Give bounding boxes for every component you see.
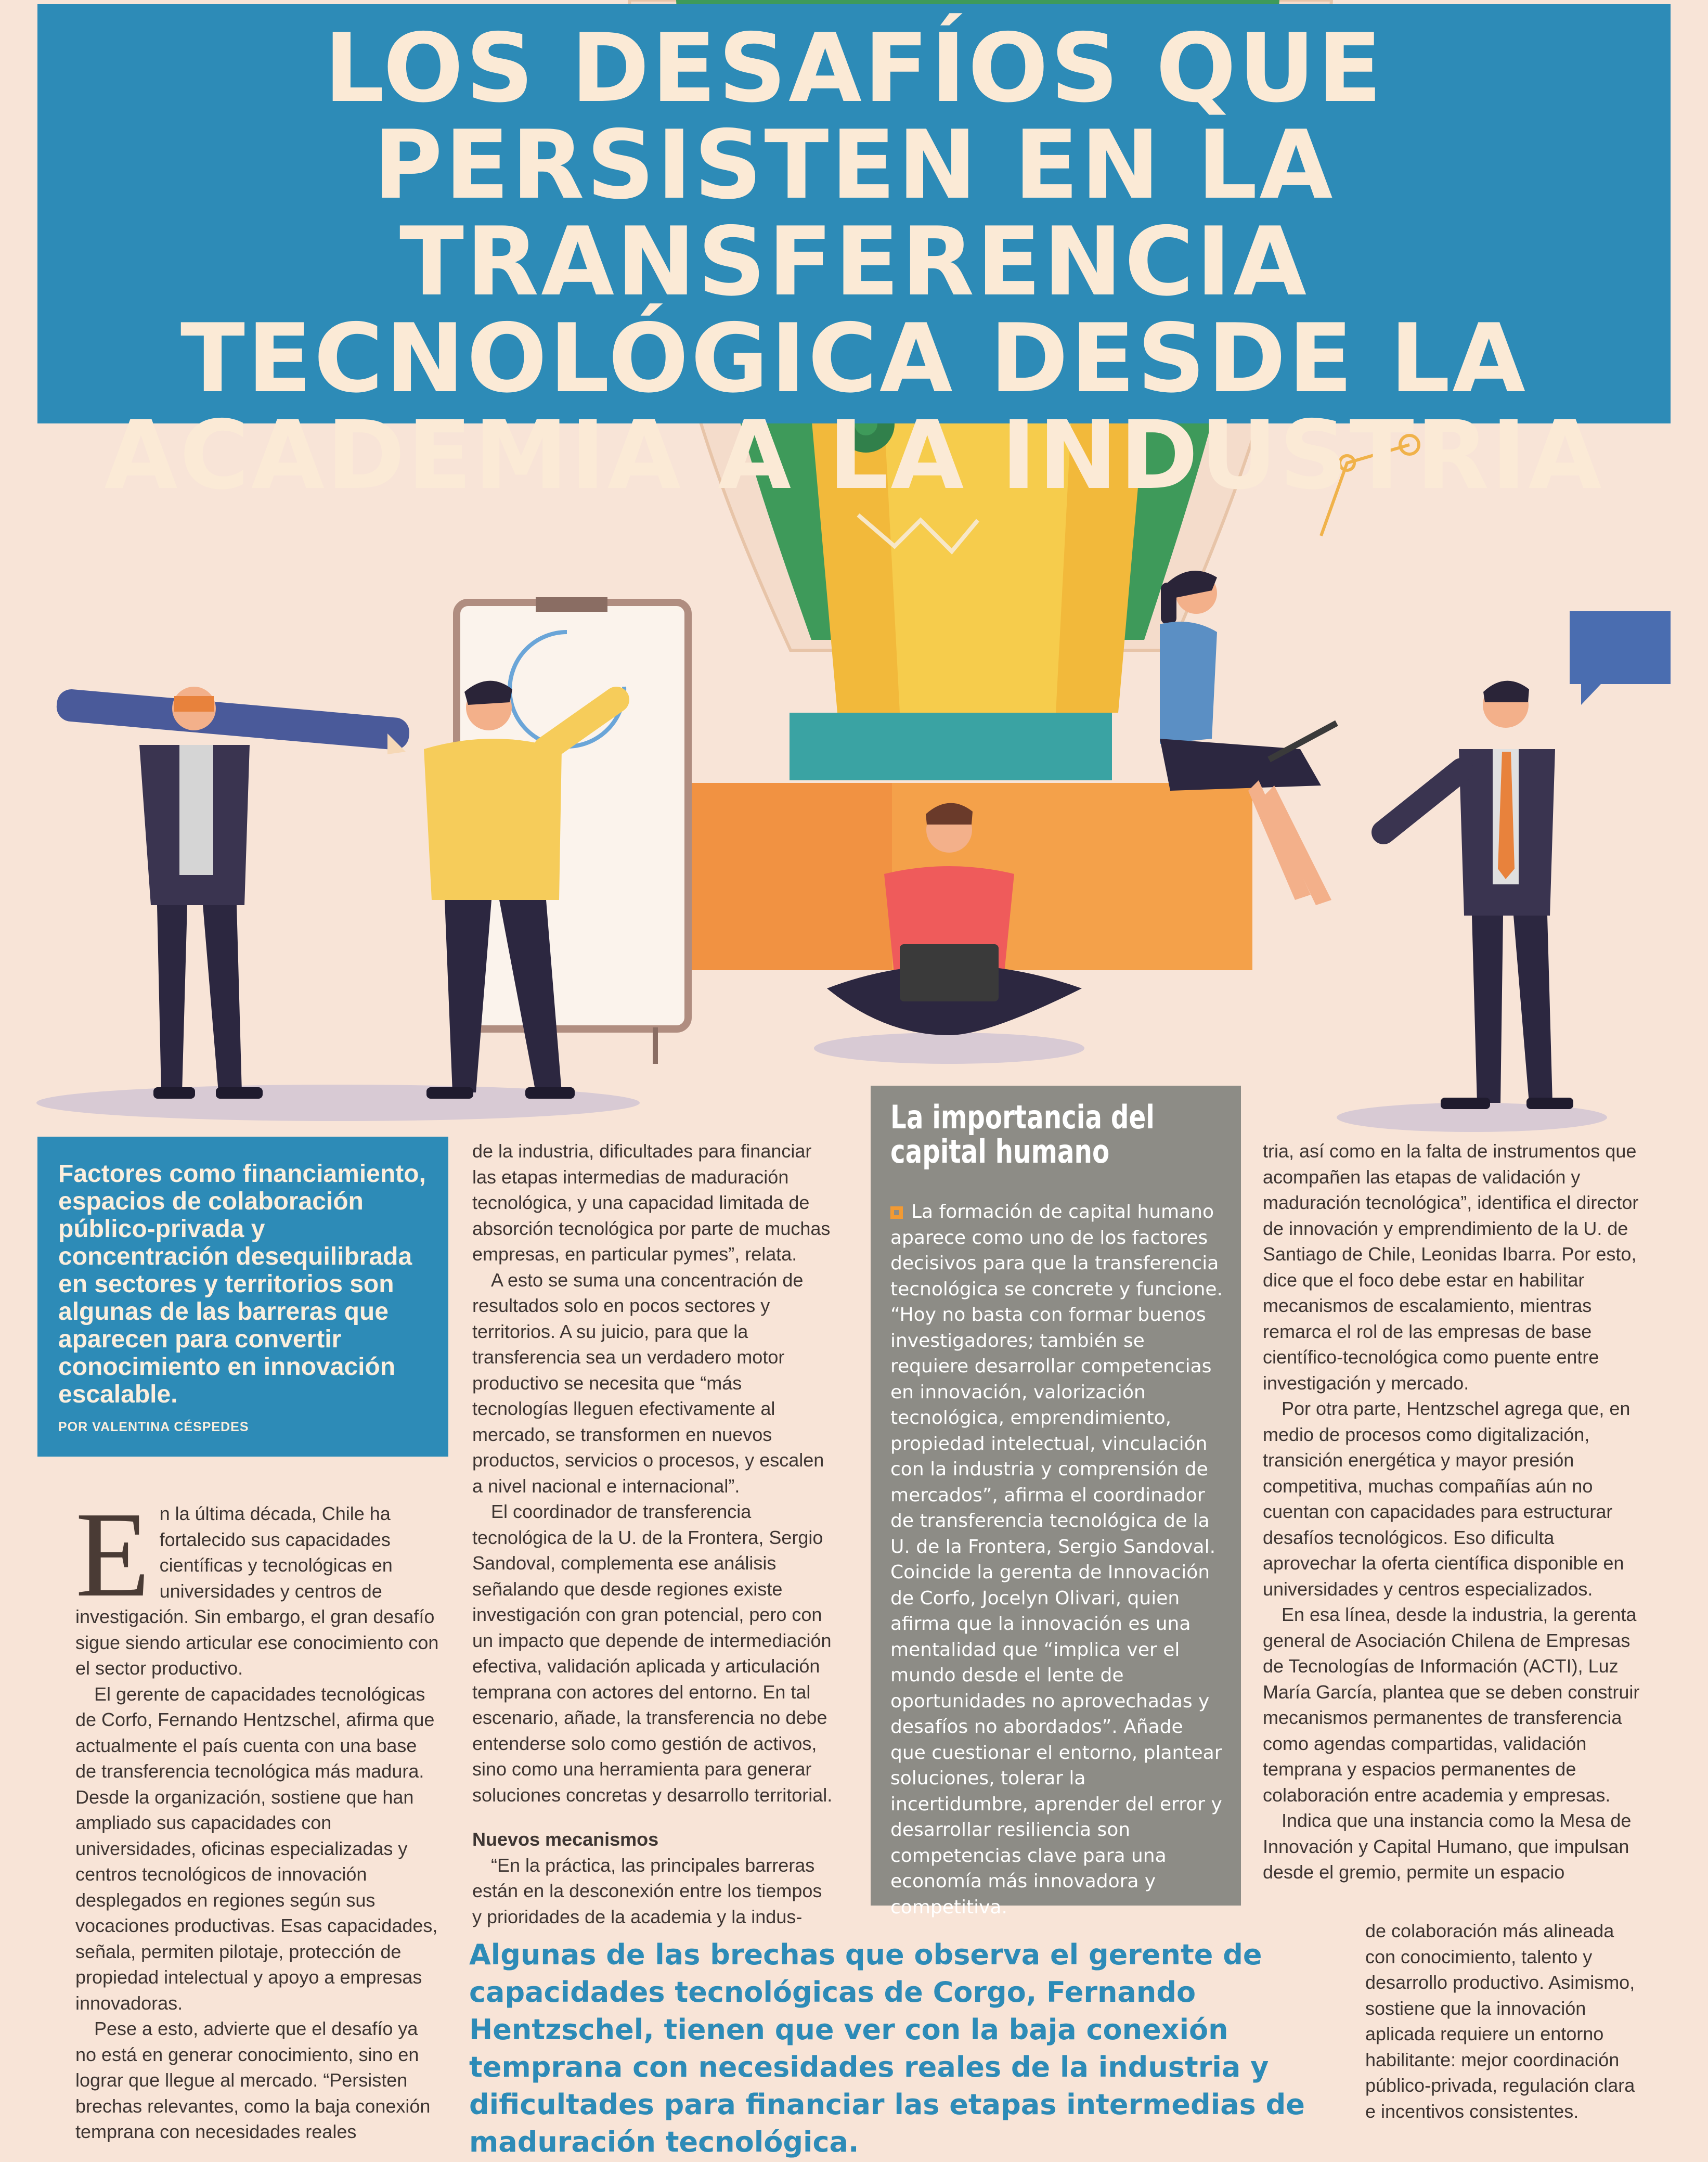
lead-paragraph: Factores como financiamiento, espacios de colaboración público-privada y concentración desequilibrada en sectores y territorios son algunas de las barreras que aparecen para convertir conocimiento en innovación escalable. <box>58 1160 426 1408</box>
article-column-1 <box>75 1487 439 2145</box>
headline: LOS DESAFÍOS QUE PERSISTEN EN LA TRANSFERENCIA TECNOLÓGICA DESDE LA ACADEMIA A LA INDUSTRIA <box>104 13 1604 510</box>
byline: POR VALENTINA CÉSPEDES <box>58 1420 249 1434</box>
sidebar-body <box>890 1199 1223 1920</box>
paragraph: tria, así como en la falta de instrumentos que acompañen las etapas de validación y maduración tecnológica”, identifica el director de innovación y emprendimiento de la U. de Santiago de Chile, Leonidas Ibarra. Por esto, dice que el foco debe estar en habilitar mecanismos de escalamiento, mientras remarca el rol de las empresas de base científico-tecnológica como puente entre investigación y mercado. <box>1263 1140 1639 1394</box>
paragraph: “En la práctica, las principales barreras están en la desconexión entre los tiempos y prioridades de la academia y la indus- <box>472 1854 822 1927</box>
paragraph: El coordinador de transferencia tecnológica de la U. de la Frontera, Sergio Sandoval, complementa ese análisis señalando que desde regiones existe investigación con gran potencial, pero con un impacto que depende de intermediación efectiva, validación aplicada y articulación temprana con actores del entorno. En tal escenario, añade, la transferencia no debe entenderse solo como gestión de activos, sino como una herramienta para generar soluciones concretas y desarrollo territorial. <box>472 1501 833 1806</box>
title-banner <box>37 4 1671 510</box>
man-presenting <box>1383 611 1671 1109</box>
speech-bubble-icon <box>1570 611 1671 705</box>
paragraph: de colaboración más alineada con conocimiento, talento y desarrollo productivo. Asimismo, sostiene que la innovación aplicada requiere un entorno habilitante: mejor coordinación público-privada, regulación clara e incentivos consistentes. <box>1365 1920 1635 2122</box>
article-column-4 <box>1263 1138 1640 1885</box>
teal-block <box>790 713 1112 780</box>
paragraph: El gerente de capacidades tecnológicas de Corfo, Fernando Hentzschel, afirma que actualmente el país cuenta con una base de transferencia tecnológica más madura. Desde la organización, sostiene que han ampliado sus capacidades con universidades, oficinas especializadas y centros tecnológicos de innovación desplegados en regiones según sus vocaciones productivas. Esas capacidades, señala, permiten pilotaje, protección de propiedad intelectual y apoyo a empresas innovadoras. <box>75 1683 438 2014</box>
subheading: Nuevos mecanismos <box>472 1829 659 1850</box>
sidebar-paragraph: Coincide la gerenta de Innovación de Corfo, Jocelyn Olivari, quien afirma que la innovación es una mentalidad que “implica ver el mundo desde el lente de oportunidades no aprovechadas y desafíos no abordados”. Añade que cuestionar el entorno, plantear soluciones, tolerar la incertidumbre, aprender del error y desarrollar resiliencia son competencias clave para una economía más innovadora y competitiva. <box>890 1562 1222 1918</box>
person-with-pencil <box>55 687 410 1099</box>
drop-cap: E <box>75 1487 150 1622</box>
sidebar-paragraph <box>890 1199 1223 1560</box>
pull-quote: Algunas de las brechas que observa el gerente de capacidades tecnológicas de Corgo, Fernando Hentzschel, tienen que ver con la baja conexión temprana con necesidades reales de la industria y dificultades para financiar las etapas intermedias de maduración tecnológica. <box>469 1938 1305 2158</box>
square-bullet-icon <box>890 1206 903 1219</box>
paragraph: de la industria, dificultades para financiar las etapas intermedias de maduración tecnológica, y una capacidad limitada de absorción tecnológica por parte de muchas empresas, en particular pymes”, relata. <box>472 1140 831 1265</box>
sidebar-title: La importancia del capital humano <box>890 1098 1155 1170</box>
paragraph: Indica que una instancia como la Mesa de Innovación y Capital Humano, que impulsan desde el gremio, permite un espacio <box>1263 1810 1632 1883</box>
paragraph: Por otra parte, Hentzschel agrega que, en medio de procesos como digitalización, transición energética y mayor presión competitiva, muchas compañías aún no cuentan con capacidades para estructurar desafíos tecnológicos. Eso dificulta aprovechar la oferta científica disponible en universidades y centros especializados. <box>1263 1398 1631 1600</box>
paragraph: Pese a esto, advierte que el desafío ya no está en generar conocimiento, sino en lograr que llegue al mercado. “Persisten brechas relevantes, como la baja conexión temprana con necesidades reales <box>75 2018 431 2142</box>
paragraph: En esa línea, desde la industria, la gerenta general de Asociación Chilena de Empresas de Tecnologías de Información (ACTI), Luz María García, plantea que se deben construir mecanismos permanentes de transferencia como agendas compartidas, validación temprana y espacios permanentes de colaboración entre academia y empresas. <box>1263 1604 1640 1806</box>
sidebar-box <box>871 1086 1241 1918</box>
lead-box <box>37 1137 448 1457</box>
article-column-4-continued <box>1365 1918 1640 2124</box>
opening-paragraph <box>75 1487 439 1681</box>
article-column-2 <box>472 1138 836 1929</box>
paragraph: A esto se suma una concentración de resultados solo en pocos sectores y territorios. A su juicio, para que la transferencia sea un verdadero motor productivo se necesita que “más tecnologías lleguen efectivamente al mercado, se transformen en nuevos productos, servicios o procesos, y escalen a nivel nacional e internacional”. <box>472 1269 824 1497</box>
sidebar-paragraph-text: La formación de capital humano aparece como uno de los factores decisivos para que la transferencia tecnológica se concrete y funcione. “Hoy no basta con formar buenos investigadores; también se requiere desarrollar competencias en innovación, valorización tecnológica, emprendimiento, propiedad intelectual, vinculación con la industria y comprensión de mercados”, afirma el coordinador de transferencia tecnológica de la U. de la Frontera, Sergio Sandoval. <box>890 1201 1223 1558</box>
paragraph-text: n la última década, Chile ha fortalecido sus capacidades científicas y tecnológicas en universidades y centros de investigación. Sin embargo, el gran desafío sigue siendo articular ese conocimiento con el sector productivo. <box>75 1503 439 1679</box>
